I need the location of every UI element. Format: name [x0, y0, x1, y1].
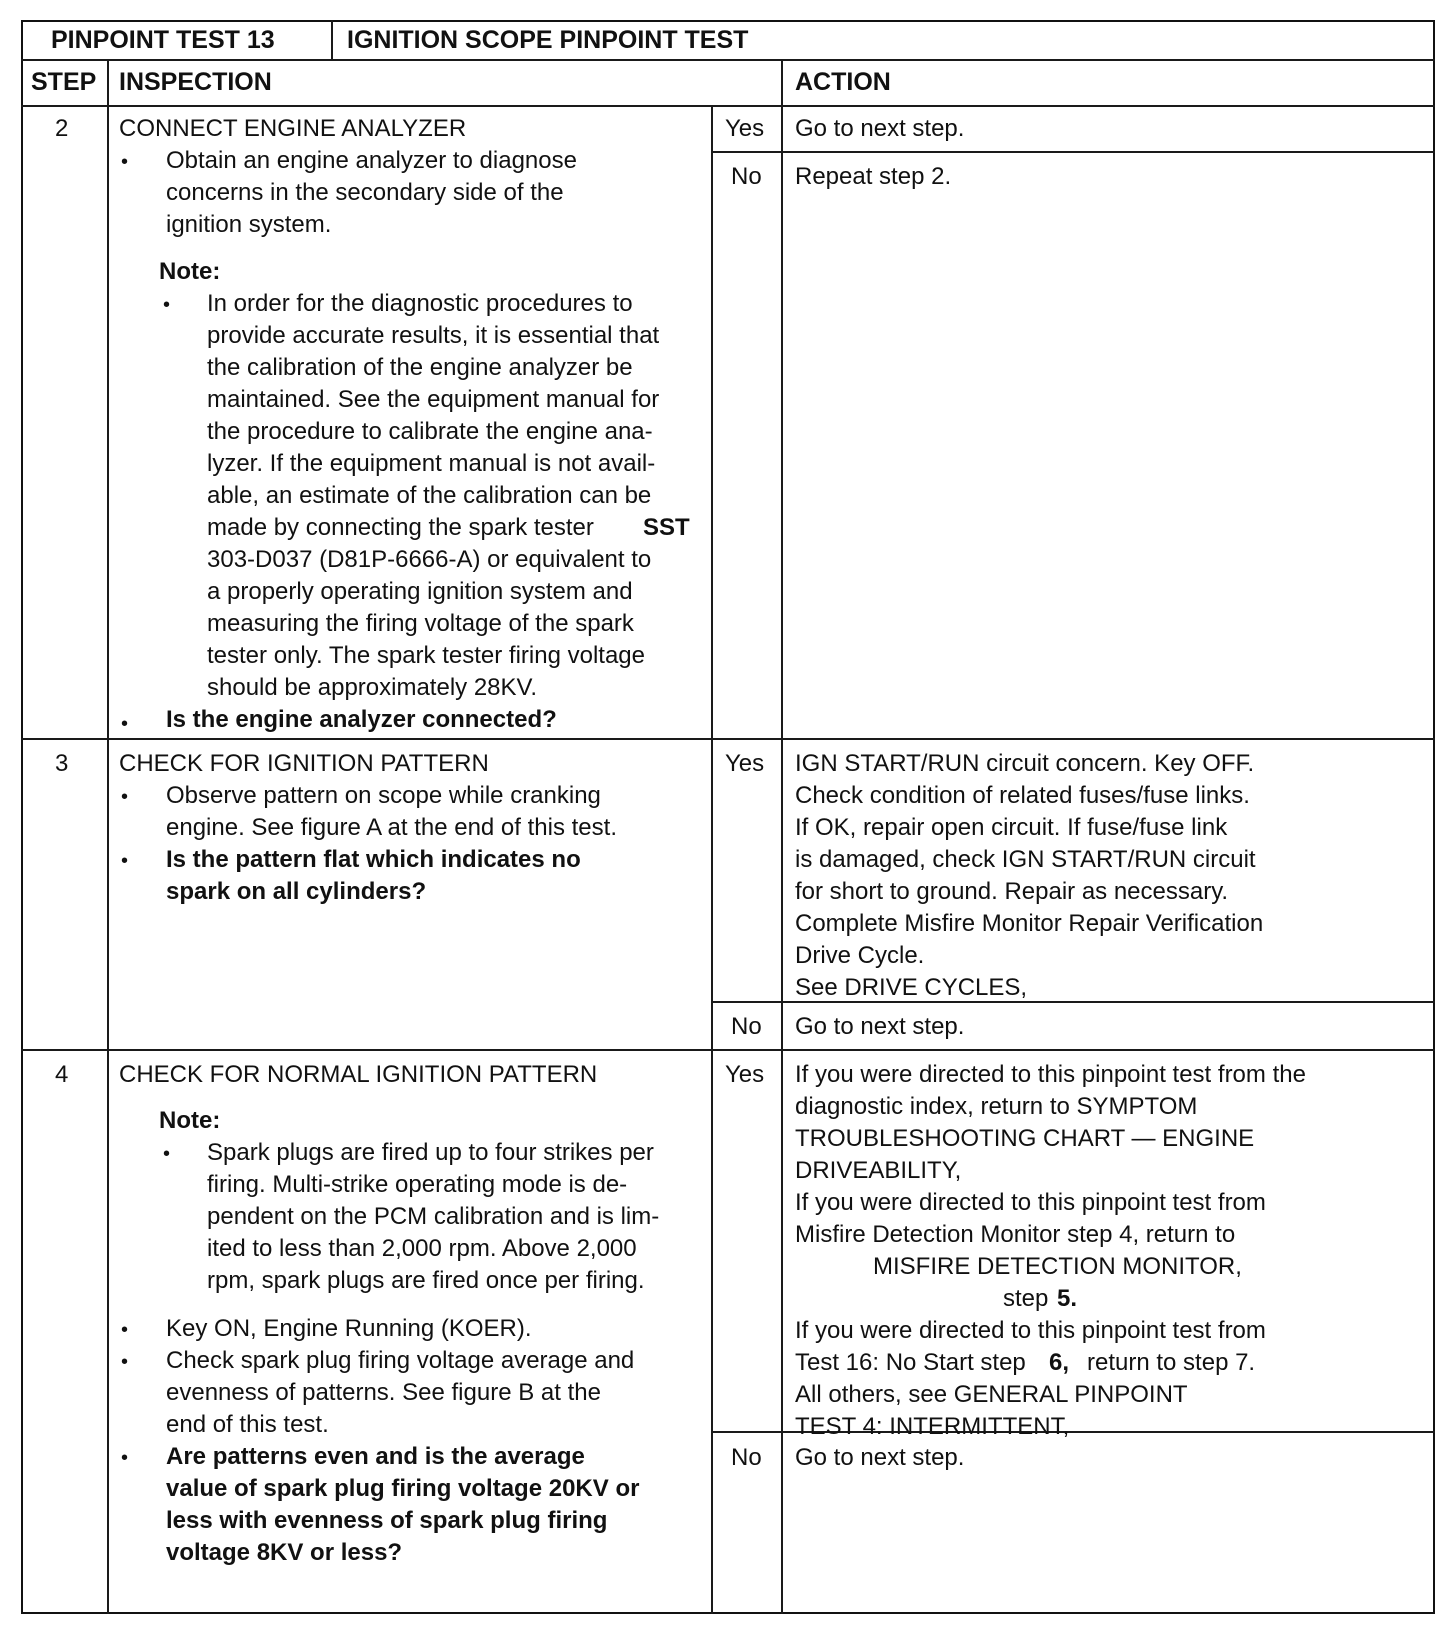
step2-note-line: provide accurate results, it is essential that [207, 322, 660, 349]
header-line-1 [21, 59, 1435, 61]
step4-yes-action-step-number: 5. [1057, 1285, 1078, 1312]
step-column-line [107, 60, 109, 1614]
step3-yes-action-line: Complete Misfire Monitor Repair Verification [795, 910, 1264, 937]
step2-yes-action: Go to next step. [795, 115, 965, 142]
step4-yes-action-line: Test 16: No Start step [795, 1349, 1026, 1376]
step4-bullet2-line: evenness of patterns. See figure B at the [166, 1379, 601, 1406]
step2-note-label: Note: [159, 258, 221, 285]
step2-yes-label: Yes [725, 115, 765, 142]
step4-question-line: value of spark plug firing voltage 20KV or [166, 1475, 640, 1502]
answer-column-line [711, 106, 713, 1614]
step4-bullet1: Key ON, Engine Running (KOER). [166, 1315, 532, 1342]
table-border-bottom [21, 1612, 1435, 1614]
step2-note-line: the calibration of the engine analyzer be [207, 354, 633, 381]
header-divider [331, 20, 333, 60]
step4-note-line: ited to less than 2,000 rpm. Above 2,000 [207, 1235, 637, 1262]
bullet: • [163, 1143, 171, 1165]
table-border-right [1433, 20, 1435, 1614]
step2-bottom-line [21, 738, 1435, 740]
step4-title: CHECK FOR NORMAL IGNITION PATTERN [119, 1061, 598, 1088]
step3-title: CHECK FOR IGNITION PATTERN [119, 750, 489, 777]
test-number: PINPOINT TEST 13 [51, 26, 275, 54]
step2-note-line: measuring the firing voltage of the spark [207, 610, 634, 637]
test-title: IGNITION SCOPE PINPOINT TEST [347, 26, 749, 54]
step4-no-action: Go to next step. [795, 1444, 965, 1471]
step3-question-line2: spark on all cylinders? [166, 878, 427, 905]
step2-note-line: tester only. The spark tester firing voltage [207, 642, 645, 669]
step2-note-line: lyzer. If the equipment manual is not avail- [207, 450, 656, 477]
step3-yes-action-line: Check condition of related fuses/fuse links. [795, 782, 1250, 809]
step4-yes-action-step: step [1003, 1285, 1049, 1312]
bullet: • [121, 1319, 129, 1341]
step4-question-line: voltage 8KV or less? [166, 1539, 403, 1566]
step4-note-line: pendent on the PCM calibration and is lim- [207, 1203, 660, 1230]
bullet: • [121, 1351, 129, 1373]
step4-yes-action-tail: return to step 7. [1087, 1349, 1256, 1376]
step2-note-line: should be approximately 28KV. [207, 674, 537, 701]
step4-number: 4 [55, 1061, 69, 1088]
step2-question: Is the engine analyzer connected? [166, 706, 557, 733]
step2-note-line: the procedure to calibrate the engine ana- [207, 418, 653, 445]
step2-note-line: maintained. See the equipment manual for [207, 386, 660, 413]
step4-yes-action-line: All others, see GENERAL PINPOINT [795, 1381, 1188, 1408]
step4-yes-action-step-number: 6, [1049, 1349, 1070, 1376]
step4-yes-action-line: DRIVEABILITY, [795, 1157, 962, 1184]
step4-no-label: No [731, 1444, 762, 1471]
step3-question-line1: Is the pattern flat which indicates no [166, 846, 581, 873]
header-line-2 [21, 105, 1435, 107]
step2-no-action: Repeat step 2. [795, 163, 952, 190]
bullet: • [121, 713, 129, 735]
step4-yes-label: Yes [725, 1061, 765, 1088]
step3-number: 3 [55, 750, 69, 777]
step4-yes-action-line: TEST 4: INTERMITTENT, [795, 1413, 1070, 1440]
step4-note-line: Spark plugs are fired up to four strikes per [207, 1139, 654, 1166]
step4-yes-action-line: If you were directed to this pinpoint test from [795, 1189, 1266, 1216]
step2-number: 2 [55, 115, 69, 142]
step4-yes-action-line: If you were directed to this pinpoint test from [795, 1317, 1266, 1344]
step3-yes-action-line: IGN START/RUN circuit concern. Key OFF. [795, 750, 1255, 777]
column-header-inspection: INSPECTION [119, 68, 272, 96]
step3-yes-label: Yes [725, 750, 765, 777]
bullet: • [121, 786, 129, 808]
step4-yes-action-line: TROUBLESHOOTING CHART — ENGINE [795, 1125, 1255, 1152]
step4-note-line: firing. Multi-strike operating mode is de- [207, 1171, 628, 1198]
column-header-step: STEP [31, 68, 97, 96]
action-column-line [781, 60, 783, 1614]
column-header-action: ACTION [795, 68, 891, 96]
step3-yes-action-line: If OK, repair open circuit. If fuse/fuse link [795, 814, 1228, 841]
step2-note-line: able, an estimate of the calibration can be [207, 482, 652, 509]
step4-yes-action-line: If you were directed to this pinpoint test from the [795, 1061, 1306, 1088]
step3-bottom-line [21, 1049, 1435, 1051]
step4-note-line: rpm, spark plugs are fired once per firing. [207, 1267, 645, 1294]
step4-question-line: Are patterns even and is the average [166, 1443, 585, 1470]
step3-bullet1-line2: engine. See figure A at the end of this test. [166, 814, 617, 841]
step2-title: CONNECT ENGINE ANALYZER [119, 115, 467, 142]
step4-yes-action-line: MISFIRE DETECTION MONITOR, [873, 1253, 1242, 1280]
step4-note-label: Note: [159, 1107, 221, 1134]
bullet: • [121, 850, 129, 872]
step4-bullet2-line: Check spark plug firing voltage average and [166, 1347, 635, 1374]
table-border-left [21, 20, 23, 1614]
step3-no-action: Go to next step. [795, 1013, 965, 1040]
step2-bullet1-line3: ignition system. [166, 211, 332, 238]
step3-yes-action-line: See DRIVE CYCLES, [795, 974, 1028, 1001]
step2-bullet1-line2: concerns in the secondary side of the [166, 179, 564, 206]
step4-yes-action-line: diagnostic index, return to SYMPTOM [795, 1093, 1198, 1120]
step3-yes-action-line: is damaged, check IGN START/RUN circuit [795, 846, 1256, 873]
step3-yes-action-line: Drive Cycle. [795, 942, 925, 969]
step2-note-line: In order for the diagnostic procedures to [207, 290, 633, 317]
step2-note-line: made by connecting the spark tester [207, 514, 594, 541]
step3-no-label: No [731, 1013, 762, 1040]
step4-question-line: less with evenness of spark plug firing [166, 1507, 608, 1534]
step2-no-label: No [731, 163, 762, 190]
pinpoint-test-table [21, 20, 1435, 1614]
step2-note-line: a properly operating ignition system and [207, 578, 633, 605]
step2-yes-no-divider [711, 151, 1435, 153]
step2-sst-label: SST [643, 514, 690, 541]
step2-note-line: 303-D037 (D81P-6666-A) or equivalent to [207, 546, 652, 573]
bullet: • [163, 294, 171, 316]
bullet: • [121, 1447, 129, 1469]
step4-bullet2-line: end of this test. [166, 1411, 329, 1438]
step3-yes-action-line: for short to ground. Repair as necessary. [795, 878, 1229, 905]
bullet: • [121, 151, 129, 173]
step3-bullet1-line1: Observe pattern on scope while cranking [166, 782, 601, 809]
step4-yes-action-line: Misfire Detection Monitor step 4, return to [795, 1221, 1236, 1248]
step2-bullet1-line1: Obtain an engine analyzer to diagnose [166, 147, 577, 174]
